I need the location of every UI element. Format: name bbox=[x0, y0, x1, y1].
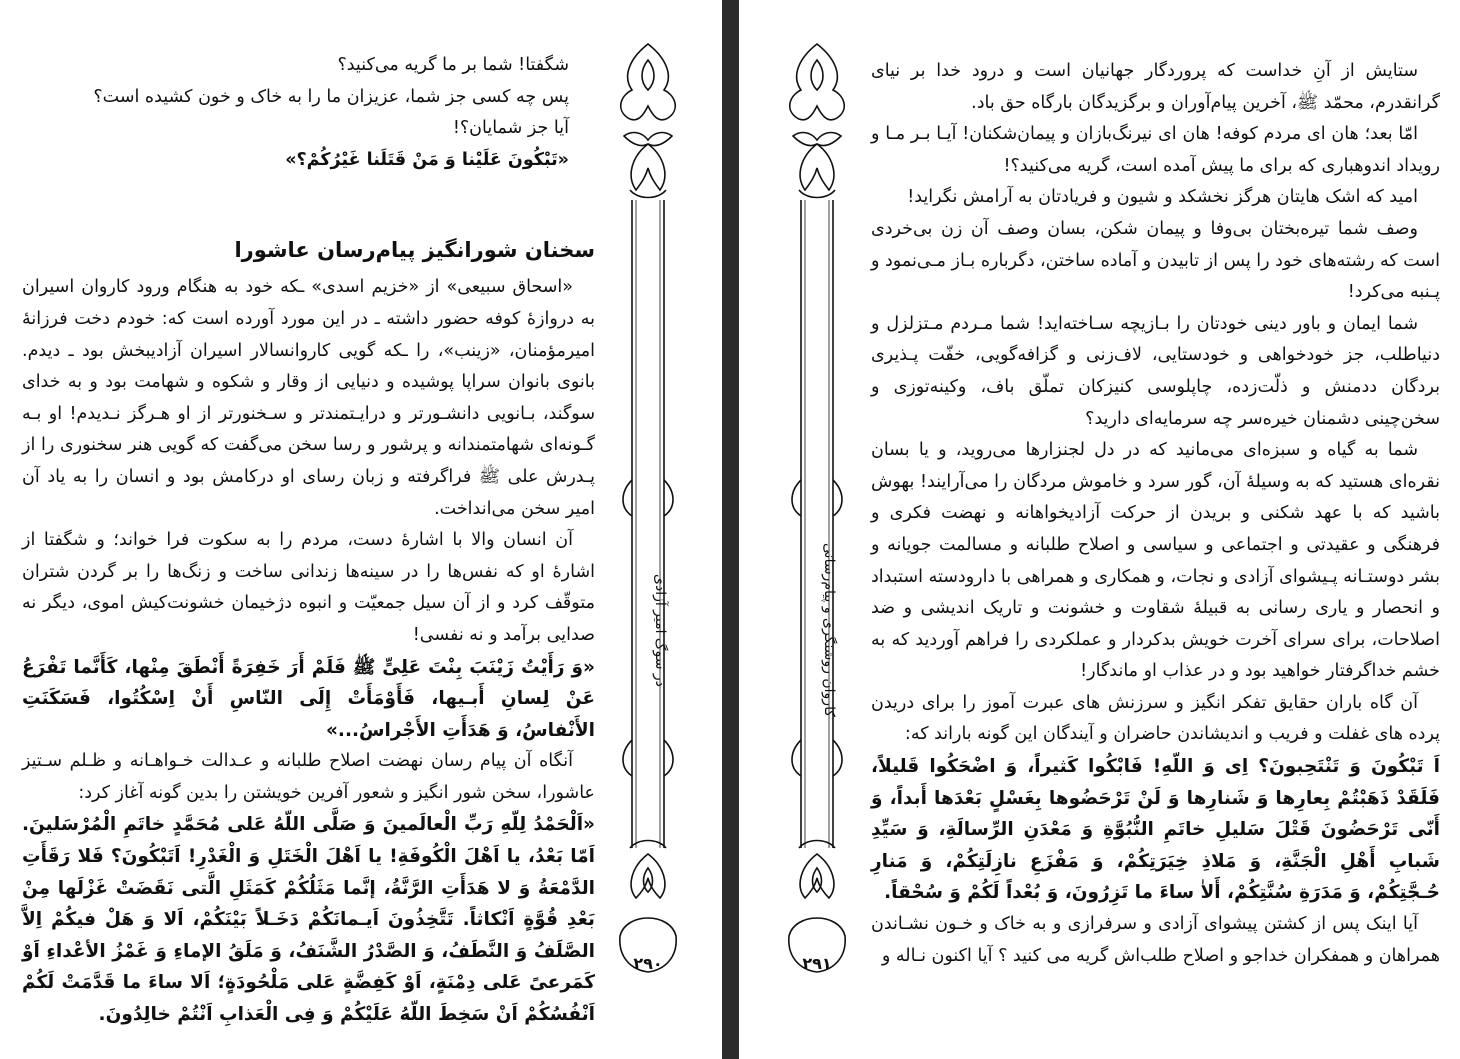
paragraph: امید که اشک هایتان هرگز نخشکد و شیون و فریادتان به آرامش نگراید! bbox=[907, 187, 1418, 208]
paragraph: آن گاه باران حقایق تفکر انگیز و سرزنش های عبرت آموز را برای دریدن پرده های غفلت و فریب و اندیشاندن حاضران و آیندگان این گونه باراند که: bbox=[871, 692, 1440, 745]
paragraph: آنگاه آن پیام رسان نهضت اصلاح طلبانه و عـدالت خـواهـانه و ظـلم سـتیز عاشورا، سخن شور انگیز و شعور آفرین خویشتن را بدین گونه آغاز کرد: bbox=[22, 751, 595, 803]
ornamental-column-right bbox=[771, 40, 863, 1010]
book-spine bbox=[722, 0, 739, 1059]
paragraph: امّا بعد؛ هان ای مردم کوفه! هان ای نیرنگ‌بازان و پیمان‌شکنان! آیـا بـر مـا و رویداد اندوهباری که برای ما پیش آمده است، گریه می‌کنید؟! bbox=[871, 124, 1440, 176]
paragraph: آن انسان والا با اشارهٔ دست، مردم را به سکوت فرا خواند؛ و شگفتا از اشارهٔ او که نفس‌ها را در سینه‌ها زندانی ساخت و زنگ‌ها را بر گردن شتران متوقّف کرد و از آن سیل جمعیّت و انبوه دژخیمان خشونت‌کیش اموی، دیگر نه صدایی برآمد و نه نفسی! bbox=[22, 530, 595, 645]
intro-line-1: شگفتا! شما بر ما گریه می‌کنید؟ bbox=[337, 55, 569, 75]
left-page bbox=[0, 0, 722, 1059]
right-page bbox=[739, 0, 1460, 1059]
paragraph: شما ایمان و باور دینی خودتان را بـازیچه سـاخته‌اید! شما مـردم مـتزلزل و دنیاطلب، جز خودخواهی و خودستایی، لاف‌زنی و گزافه‌گویی، خفّت پـذیری بردگان ددمنش و ذلّت‌زده، چاپلوسی کنیزکان تملّق باف، وکینه‌توزی و سخن‌چینی دشمنان خیره‌سر چه سرمایه‌ای دارید؟ bbox=[871, 313, 1440, 429]
intro-quote: «تَبْکُونَ عَلَیْنا وَ مَنْ قَتَلَنا غَیْرُکُمْ؟» bbox=[285, 149, 569, 170]
running-head: کاروان روشنگری و پیام‌رسانی bbox=[821, 542, 837, 717]
paragraph: شما به گیاه و سبزه‌ای می‌مانید که در دل لجنزارها می‌روید، و یا بسان نقره‌ای هستید که به وسیلهٔ آن، گور سرد و خاموش مردگان را می‌آرایند! بهوش باشید که با عهد شکنی و بریدن از حرکت آزادیخواهانه و نهضت فکری و فرهنگی و عقیدتی و اجتماعی و سیاسی و اصلاح طلبانه و مسالمت جویانه و بشر دوستـانه پـیشوای آزادی و نجات، و همکاری و همراهی با دارودسته استبداد و انحصار و یاری رسانی به قبیلهٔ شقاوت و خشونت و تاریک اندیشی و ضد اصلاحات، برای سرای آخرت خویش بدکردار و عملکردی را فراهم آوردید که به خشم خداگرفتار خواهید بود و در عذاب او ماندگار! bbox=[871, 440, 1440, 682]
left-page-body bbox=[22, 50, 595, 1031]
right-page-body bbox=[871, 56, 1440, 972]
page-number: ۲۹۱ bbox=[802, 954, 832, 973]
paragraph: ستایش از آنِ خداست که پروردگار جهانیان است و درود خدا بر نیای گرانقدرم، محمّد ﷺ، آخرین پیام‌آوران و برگزیدگان بارگاه حق باد. bbox=[871, 61, 1440, 113]
arabic-sermon: «اَلْحَمْدُ لِلّهِ رَبِّ الْعالَمینَ وَ صَلَّی اللّهُ عَلی مُحَمَّدٍ خاتَمِ الْمُرْسَلینَ. اَمّا بَعْدُ، یا اَهْلَ الْکُوفَةِ! یا اَهْلَ الْخَتَلِ وَ الْغَدْرِ! اَتَبْکُونَ؟ فَلا رَقَأَتِ الدَّمْعَةُ وَ لا هَدَأَتِ الرَّنَّةُ، إنَّما مَثَلُکُمْ کَمَثَلِ الَّتی نَقَضَتْ غَزْلَها مِنْ بَعْدِ قُوَّةٍ اَنْکاثاً. تَتَّخِذُونَ اَیـمانَکُمْ دَخَـلاً بَیْنَکُمْ، اَلا وَ هَلْ فیکُمْ اِلاَّ الصَّلَفُ وَ النَّطَفُ، وَ الصَّدْرُ الشَّنَفُ، وَ مَلَقُ الإماءِ وَ غَمْزُ الأعْداءِ اَوْ کَمَرعیً عَلی دِمْنَةٍ، اَوْ کَفِضَّةٍ عَلی مَلْحُودَةٍ؛ اَلا ساءَ ما قَدَّمَتْ لَکُمْ اَنْفُسُکُمْ اَنْ سَخِطَ اللّهُ عَلَیْکُمْ وَ فِی الْعَذابِ اَنْتُمْ خالِدُونَ. bbox=[22, 814, 595, 1026]
arabic-quote: «وَ رَأَیْتُ زَیْنَبَ بِنْتَ عَلِیٍّ ﷺ فَلَمْ أَرَ خَفِرَةً أَنْطَقَ مِنْها، کَأَنَّما تَفْرَعُ عَنْ لِسانِ أَبـیها، فَأَوْمَأَتْ إِلَی النّاسِ أَنْ اِسْکُتُوا، فَسَکَنَتِ الأَنْفاسُ، وَ هَدَأَتِ الأَجْراسُ...» bbox=[22, 656, 595, 741]
arabic-sermon: اَ تَبْکُونَ وَ تَنْتَحِبونَ؟ اِی وَ اللّهِ! فَابْکُوا کَثیراً، وَ اضْحَکُوا قَلیلاً، فَلَقَدْ ذَهَبْتُمْ بِعارِها وَ شَنارِها وَ لَنْ تَرْحَضُوها بِغَسْلٍ بَعْدَها أَبداً، وَ أَنّی تَرْحَضُونَ قَتْلَ سَلیلِ خاتَمِ النُّبُوَّةِ وَ مَعْدَنِ الرِّسالَةِ، وَ سَیِّدِ شَبابِ أَهْلِ الْجَنَّةِ، وَ مَلاذِ خِیَرَتِکُمْ، وَ مَفْزَعِ نازِلَتِکُمْ، وَ مَنارِ حُـجَّتِکُمْ، وَ مَدَرَةِ سُنَّتِکُمْ، أَلاٰ ساءَ ما تَزِرُونَ، وَ بُعْداً لَکُمْ وَ سُحْقاً. bbox=[871, 756, 1440, 904]
paragraph: وصف شما تیره‌بختان بی‌وفا و پیمان شکن، بسان وصف آن زن بی‌خردی است که رشته‌های خود را پس از تابیدن و آماده ساختن، دگرباره بـاز مـی‌نمود و پـنبه می‌کرد! bbox=[871, 218, 1440, 303]
intro-line-2: پس چه کسی جز شما، عزیزان ما را به خاک و خون کشیده است؟ bbox=[93, 86, 569, 107]
running-head: در سوگ امیر آزادی bbox=[652, 573, 668, 687]
paragraph: آیا اینک پس از کشتن پیشوای آزادی و سرفرازی و به خاک و خـون نشـاندن همراهان و همفکران خداجو و اصلاح طلب‌اش گریه می کنید ؟ آیا اکنون نـاله و bbox=[871, 914, 1440, 966]
intro-line-3: آیا جز شمایان؟! bbox=[452, 118, 569, 139]
page-number: ۲۹۰ bbox=[633, 954, 663, 973]
ornamental-column-left bbox=[602, 40, 694, 1010]
paragraph: «اسحاق سبیعی» از «خزیم اسدی» ـکه خود به هنگام ورود کاروان اسیران به دروازهٔ کوفه حضور داشته ـ در این مورد آورده است که: خودم دخت فرزانهٔ امیرمؤمنان، «زینب»، را ـکه گویی کاروانسالار اسیران آزادیبخش بود ـ دیدم. بانوی بانوان سراپا پوشیده و دنیایی از وقار و شکوه و شهامت بود و به خدای سوگند، بـانویی دانشـورتر و درایـتمندتر و سـخنورتر از او هـرگز نـدیدم! او بـه گـونه‌ای شهامتمندانه و پرشور و رسا سخن می‌گفت که گویی هنر سخنوری را از پـدرش علی ﷺ فراگرفته و زبان رسای او درکامش بود و انسان را به یاد آن امیر سخن می‌انداخت. bbox=[22, 277, 595, 519]
section-heading: سخنان شورانگیز پیام‌رسان عاشورا bbox=[234, 238, 595, 263]
